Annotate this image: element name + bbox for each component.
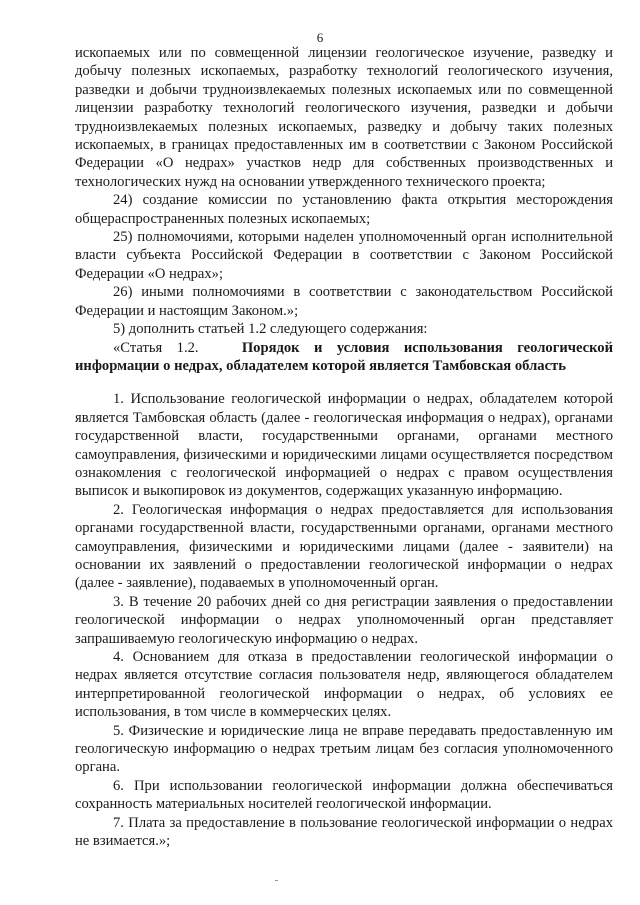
paragraph-item-26: 26) иными полномочиями в соответствии с законодательством Российской Федерации и настоящим Законом.»; [75,284,613,319]
paragraph-amendment-5: 5) дополнить статьей 1.2 следующего содержания: [113,321,428,338]
document-body [75,44,613,850]
article-number: «Статья 1.2. [113,339,199,356]
article-item-7: 7. Плата за предоставление в пользование геологической информации о недрах не взимается.»; [75,814,613,850]
article-item-2: 2. Геологическая информация о недрах предоставляется для использования органами государственной власти, государственными органами, органами местного самоуправления, физическими и юридическими лицами (далее - заявители) на основании их заявлений о предоставлении геологической информации о недрах (далее - заявление), подаваемых в уполномоченный орган. [75,501,613,592]
paragraph-continuation: ископаемых или по совмещенной лицензии геологическое изучение, разведку и добычу полезных ископаемых, разработку технологий геологического изучения, разведки и добычи трудноизвлекаемых полезных ископаемых или по совмещенной лицензии разработку технологий геологического изучения, разведки и добычи трудноизвлекаемых полезных ископаемых, разведку и добычу таких полезных ископаемых, в границах предоставленных им в соответствии с Законом Российской Федерации «О недрах» участков недр для собственных производственных и технологических нужд на основании утвержденного технического проекта; [75,45,613,190]
article-title: Порядок и условия использования геологической информации о недрах, обладателем которой является Тамбовская область [75,339,614,374]
article-heading [75,339,613,376]
article-item-1: 1. Использование геологической информации о недрах, обладателем которой является Тамбовская область (далее - геологическая информация о недрах), органами государственной власти, государственными органами, органами местного самоуправления, физическими и юридическими лицами осуществляется посредством ознакомления с геологической информацией о недрах с правом осуществления выписок и выкопировок из документов, содержащих указанную информацию. [75,391,613,500]
paragraph-item-24: 24) создание комиссии по установлению факта открытия месторождения общераспространенных полезных ископаемых; [75,192,613,227]
paragraph-item-25: 25) полномочиями, которыми наделен уполномоченный орган исполнительной власти субъекта Российской Федерации в соответствии с Законом Российской Федерации «О недрах»; [75,229,613,282]
article-item-6: 6. При использовании геологической информации должна обеспечиваться сохранность материальных носителей геологической информации. [75,777,613,813]
article-item-5: 5. Физические и юридические лица не вправе передавать предоставленную им геологическую информацию о недрах третьим лицам без согласия уполномоченного органа. [75,722,613,776]
scan-dot [275,880,278,881]
article-item-4: 4. Основанием для отказа в предоставлении геологической информации о недрах является отсутствие согласия пользователя недр, являющегося обладателем интерпретированной геологической информации о недрах, об условиях ее использования, в том числе в коммерческих целях. [75,649,613,721]
section-spacer [75,375,613,390]
article-item-3: 3. В течение 20 рабочих дней со дня регистрации заявления о предоставлении геологической информации о недрах уполномоченный орган представляет запрашиваемую геологическую информацию о недрах. [75,593,613,647]
page-number: 6 [316,30,324,45]
